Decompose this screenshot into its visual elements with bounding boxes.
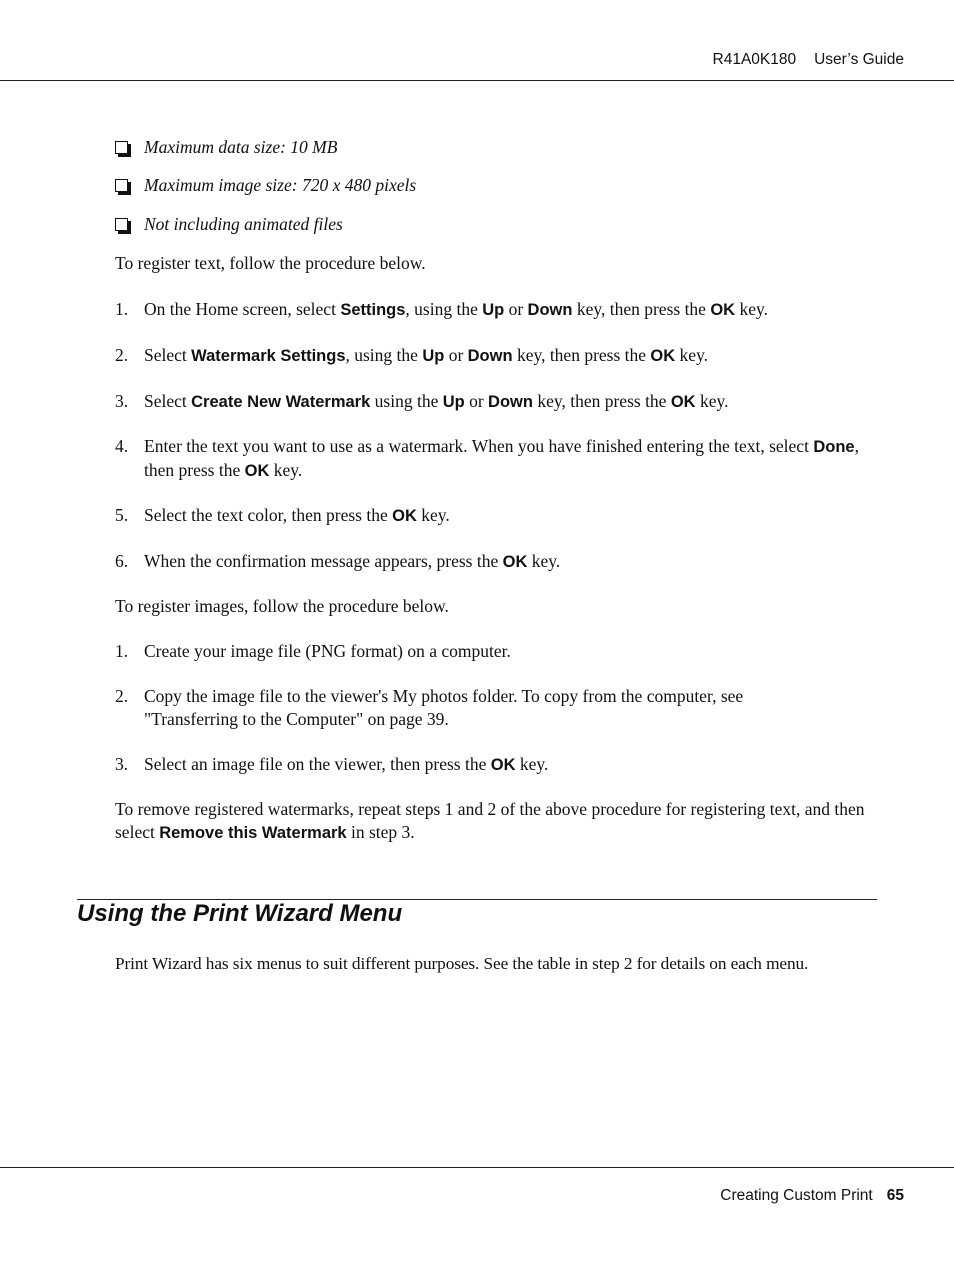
image-step-2: 2. Copy the image file to the viewer's My photos folder. To copy from the computer, see "Transferring to the Computer" on page 39. <box>115 686 744 729</box>
image-step-1: 1. Create your image file (PNG format) on a computer. <box>115 641 511 661</box>
page-number: 65 <box>886 1187 904 1204</box>
text-step-4: 4. Enter the text you want to use as a watermark. When you have finished entering the text, select Done, then press the OK key. <box>115 436 859 480</box>
page-header <box>713 51 904 69</box>
text-step-2: 2. Select Watermark Settings, using the Up or Down key, then press the OK key. <box>115 345 709 365</box>
footer-rule <box>0 1167 954 1168</box>
guide-title: User’s Guide <box>814 51 904 68</box>
chapter-title: Creating Custom Print <box>720 1187 873 1204</box>
remove-watermark-text: To remove registered watermarks, repeat steps 1 and 2 of the above procedure for registering text, and then select Remove this Watermark in step 3. <box>115 799 865 842</box>
document-id: R41A0K180 <box>712 51 797 68</box>
text-step-1: 1. On the Home screen, select Settings, using the Up or Down key, then press the OK key. <box>115 299 768 319</box>
checkbox-bullet-icon <box>115 141 128 154</box>
text-step-3: 3. Select Create New Watermark using the Up or Down key, then press the OK key. <box>115 391 729 411</box>
page-footer <box>720 1187 904 1205</box>
image-step-3: 3. Select an image file on the viewer, then press the OK key. <box>115 754 549 774</box>
text-step-5: 5. Select the text color, then press the OK key. <box>115 505 450 525</box>
intro-text: To register text, follow the procedure below. <box>115 253 426 273</box>
header-rule <box>0 80 954 81</box>
images-intro-text: To register images, follow the procedure below. <box>115 596 449 616</box>
checkbox-bullet-icon <box>115 179 128 192</box>
text-step-6: 6. When the confirmation message appears, press the OK key. <box>115 551 561 571</box>
section-body: Print Wizard has six menus to suit different purposes. See the table in step 2 for details on each menu. <box>115 954 809 973</box>
checkbox-bullet-icon <box>115 218 128 231</box>
section-title: Using the Print Wizard Menu <box>77 900 403 927</box>
